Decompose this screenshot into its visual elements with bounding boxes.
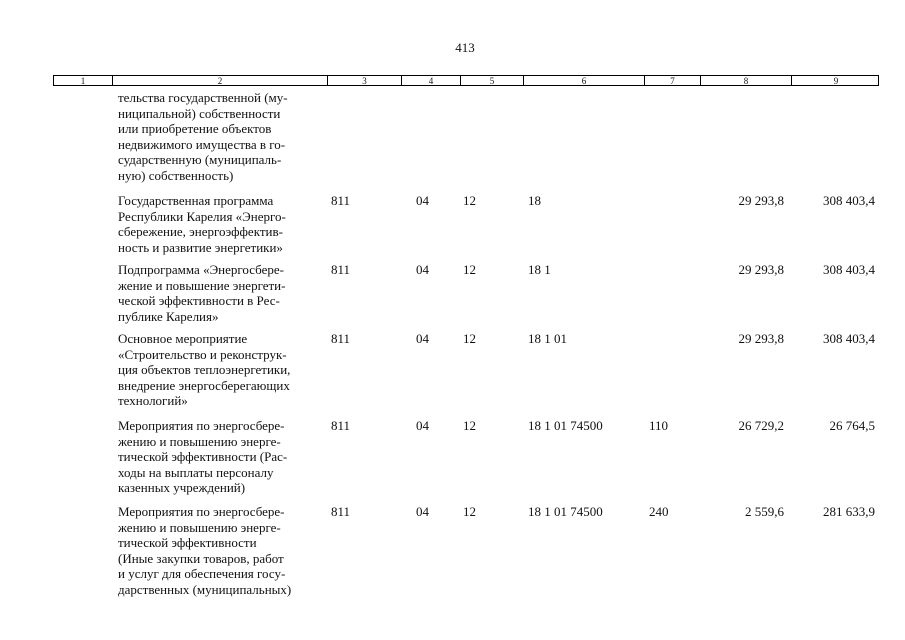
row-amount-col8: 2 559,6 <box>745 504 784 519</box>
page-number: 413 <box>455 40 475 55</box>
row-code-col6: 18 1 01 74500 <box>528 504 603 519</box>
header-cell-4: 4 <box>401 76 460 85</box>
row-code-col4: 04 <box>416 331 429 346</box>
row-code-col5: 12 <box>463 262 476 277</box>
row-name: Мероприятия по энергосбере- жению и повышению энерге- тической эффективности (Рас- ходы на выплаты персоналу казенных учреждений) <box>118 418 288 495</box>
row-amount-col9: 308 403,4 <box>823 331 875 346</box>
row-name: Основное мероприятие «Строительство и реконструк- ция объектов теплоэнергетики, внедрение энергосберегающих технологий» <box>118 331 291 408</box>
row-amount-col8: 29 293,8 <box>738 193 784 208</box>
row-amount-col8: 29 293,8 <box>738 262 784 277</box>
row-amount-col9: 308 403,4 <box>823 193 875 208</box>
row-amount-col8: 26 729,2 <box>738 418 784 433</box>
header-cell-1: 1 <box>80 76 86 86</box>
row-name: Подпрограмма «Энергосбере- жение и повышение энергети- ческой эффективности в Рес- публике Карелия» <box>118 262 286 324</box>
row-amount-col9: 308 403,4 <box>823 262 875 277</box>
row-code-col3: 811 <box>331 331 351 346</box>
column-number-header <box>53 75 879 86</box>
row-code-col3: 811 <box>331 418 351 433</box>
header-cell-9: 9 <box>791 76 880 85</box>
row-name: тельства государственной (му- ниципальной) собственности или приобретение объектов недвижимого имущества в го- сударственную (муниципаль- ную) собственность) <box>118 90 288 183</box>
header-cell-2: 2 <box>112 76 327 85</box>
row-code-col4: 04 <box>416 193 429 208</box>
row-amount-col9: 281 633,9 <box>823 504 875 519</box>
row-code-col6: 18 1 01 <box>528 331 567 346</box>
header-cell-3: 3 <box>327 76 401 85</box>
row-amount-col8: 29 293,8 <box>738 331 784 346</box>
row-code-col4: 04 <box>416 262 429 277</box>
row-amount-col9: 26 764,5 <box>829 418 875 433</box>
header-cell-8: 8 <box>700 76 791 85</box>
row-code-col5: 12 <box>463 331 476 346</box>
row-code-col4: 04 <box>416 504 429 519</box>
row-name: Мероприятия по энергосбере- жению и повышению энерге- тической эффективности (Иные закупки товаров, работ и услуг для обеспечения госу- дарственных (муниципальных) <box>118 504 292 597</box>
row-code-col6: 18 1 01 74500 <box>528 418 603 433</box>
row-code-col3: 811 <box>331 193 351 208</box>
row-code-col5: 12 <box>463 193 476 208</box>
row-code-col4: 04 <box>416 418 429 433</box>
row-code-col5: 12 <box>463 504 476 519</box>
row-code-col3: 811 <box>331 504 351 519</box>
row-code-col6: 18 <box>528 193 541 208</box>
header-cell-7: 7 <box>644 76 700 85</box>
header-cell-6: 6 <box>523 76 644 85</box>
row-code-col7: 110 <box>649 418 669 433</box>
row-code-col6: 18 1 <box>528 262 551 277</box>
header-cell-5: 5 <box>460 76 523 85</box>
row-code-col7: 240 <box>649 504 669 519</box>
row-name: Государственная программа Республики Карелия «Энерго- сбережение, энергоэффектив- ность и развитие энергетики» <box>118 193 286 255</box>
row-code-col5: 12 <box>463 418 476 433</box>
row-code-col3: 811 <box>331 262 351 277</box>
